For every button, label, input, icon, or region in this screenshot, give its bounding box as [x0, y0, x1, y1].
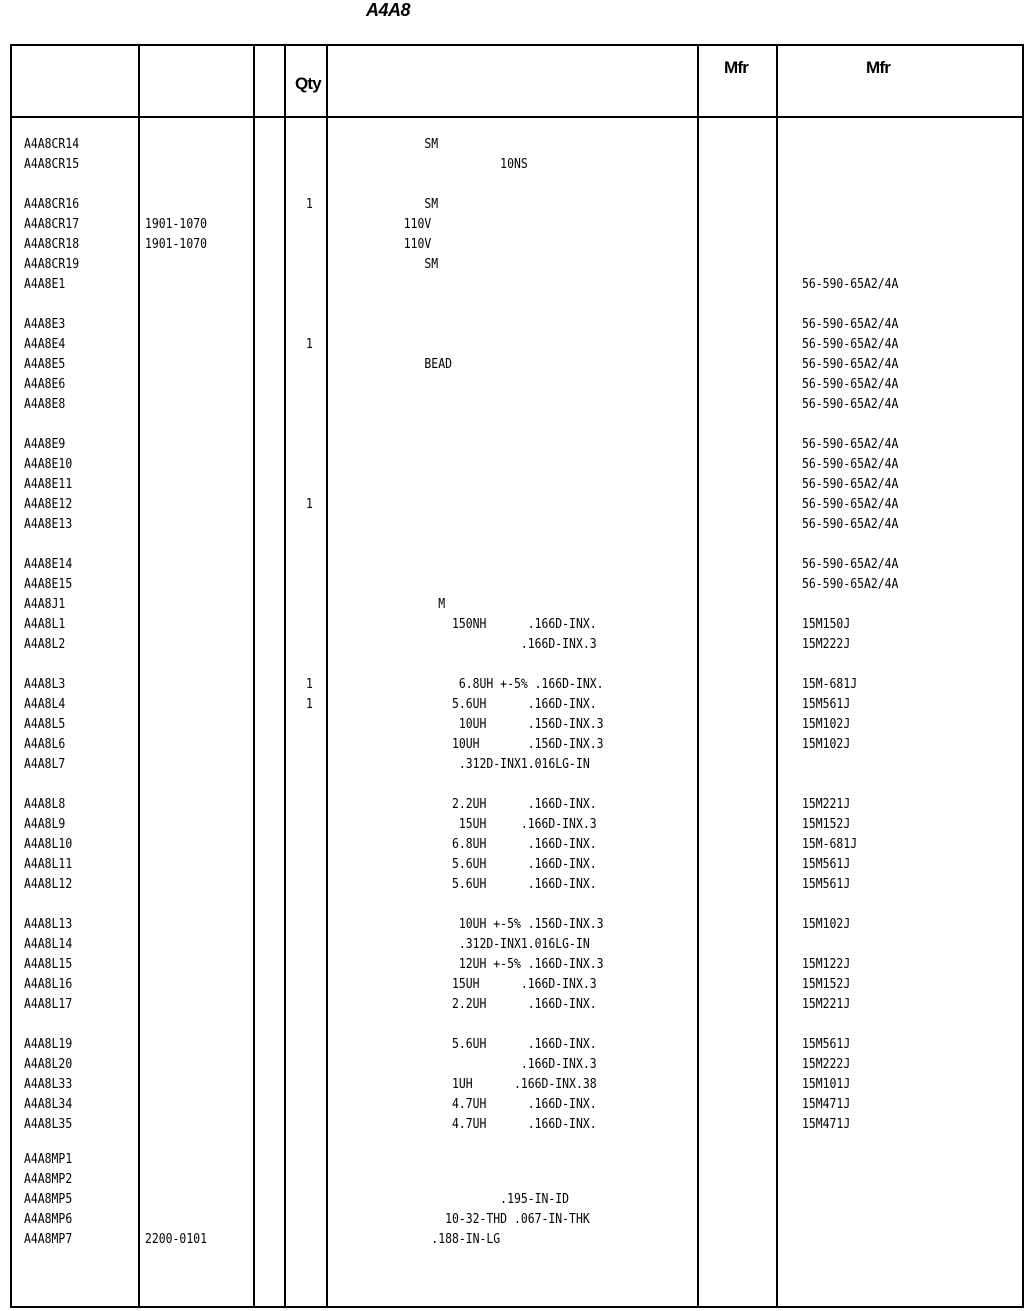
mfr-part-number: 15M122J [802, 957, 851, 972]
quantity: 1 [306, 677, 313, 692]
ref-designator: A4A8L17 [24, 997, 73, 1012]
mfr-part-number: 15M561J [802, 857, 851, 872]
ref-designator: A4A8L16 [24, 977, 73, 992]
description: 5.6UH .166D-INX. [328, 697, 597, 712]
ref-designator: A4A8L34 [24, 1097, 73, 1112]
description: .312D-INX1.016LG-IN [328, 937, 590, 952]
table-row [0, 595, 1030, 615]
description: 10UH .156D-INX.3 [328, 737, 604, 752]
header-divider [10, 116, 1024, 118]
ref-designator: A4A8L2 [24, 637, 66, 652]
table-row [0, 455, 1030, 475]
mfr-part-number: 15M102J [802, 737, 851, 752]
ref-designator: A4A8L9 [24, 817, 66, 832]
ref-designator: A4A8E15 [24, 577, 73, 592]
description: 15UH .166D-INX.3 [328, 817, 597, 832]
mfr-part-number: 56-590-65A2/4A [802, 557, 899, 572]
description: SM [328, 197, 439, 212]
ref-designator: A4A8L33 [24, 1077, 73, 1092]
description: 12UH +-5% .166D-INX.3 [328, 957, 604, 972]
mfr-part-number: 15M101J [802, 1077, 851, 1092]
description: M [328, 597, 446, 612]
table-row [0, 1115, 1030, 1135]
mfr-part-number: 15M221J [802, 997, 851, 1012]
table-row [0, 215, 1030, 235]
table-row [0, 735, 1030, 755]
table-row [0, 435, 1030, 455]
description: 5.6UH .166D-INX. [328, 857, 597, 872]
mfr-part-number: 56-590-65A2/4A [802, 497, 899, 512]
ref-designator: A4A8L14 [24, 937, 73, 952]
ref-designator: A4A8MP2 [24, 1172, 73, 1187]
table-row [0, 1190, 1030, 1210]
description: 4.7UH .166D-INX. [328, 1097, 597, 1112]
description: 6.8UH .166D-INX. [328, 837, 597, 852]
table-row [0, 515, 1030, 535]
ref-designator: A4A8L4 [24, 697, 66, 712]
mfr-part-number: 15M152J [802, 817, 851, 832]
header-qty: Qty [295, 74, 321, 93]
table-row [0, 635, 1030, 655]
mfr-part-number: 56-590-65A2/4A [802, 317, 899, 332]
ref-designator: A4A8MP7 [24, 1232, 73, 1247]
ref-designator: A4A8L19 [24, 1037, 73, 1052]
ref-designator: A4A8E3 [24, 317, 66, 332]
table-row [0, 1095, 1030, 1115]
description: 110V [328, 217, 432, 232]
table-row [0, 475, 1030, 495]
table-row [0, 315, 1030, 335]
header-mfr-part: Mfr [866, 58, 891, 77]
description: 5.6UH .166D-INX. [328, 877, 597, 892]
mfr-part-number: 15M102J [802, 717, 851, 732]
mfr-part-number: 15M152J [802, 977, 851, 992]
ref-designator: A4A8E13 [24, 517, 73, 532]
ref-designator: A4A8L13 [24, 917, 73, 932]
description: BEAD [328, 357, 452, 372]
table-row [0, 1035, 1030, 1055]
ref-designator: A4A8CR18 [24, 237, 80, 252]
table-row [0, 615, 1030, 635]
table-row [0, 995, 1030, 1015]
quantity: 1 [306, 337, 313, 352]
table-row [0, 195, 1030, 215]
ref-designator: A4A8L15 [24, 957, 73, 972]
ref-designator: A4A8L6 [24, 737, 66, 752]
description: .195-IN-ID [328, 1192, 570, 1207]
description: .166D-INX.3 [328, 637, 597, 652]
mfr-part-number: 15M102J [802, 917, 851, 932]
description: 110V [328, 237, 432, 252]
description: SM [328, 137, 439, 152]
description: .188-IN-LG [328, 1232, 501, 1247]
description: 10-32-THD .067-IN-THK [328, 1212, 590, 1227]
mfr-part-number: 15M150J [802, 617, 851, 632]
table-row [0, 975, 1030, 995]
quantity: 1 [306, 497, 313, 512]
table-row [0, 155, 1030, 175]
description: 2.2UH .166D-INX. [328, 797, 597, 812]
description: 10NS [328, 157, 528, 172]
table-row [0, 135, 1030, 155]
table-row [0, 255, 1030, 275]
description: 15UH .166D-INX.3 [328, 977, 597, 992]
ref-designator: A4A8E1 [24, 277, 66, 292]
table-row [0, 695, 1030, 715]
ref-designator: A4A8E5 [24, 357, 66, 372]
mfr-part-number: 56-590-65A2/4A [802, 397, 899, 412]
ref-designator: A4A8MP1 [24, 1152, 73, 1167]
ref-designator: A4A8L12 [24, 877, 73, 892]
table-row [0, 855, 1030, 875]
ref-designator: A4A8L10 [24, 837, 73, 852]
description: 4.7UH .166D-INX. [328, 1117, 597, 1132]
part-number: 2200-0101 [145, 1232, 207, 1247]
table-row [0, 1210, 1030, 1230]
description: 10UH .156D-INX.3 [328, 717, 604, 732]
part-number: 1901-1070 [145, 237, 207, 252]
mfr-part-number: 15M561J [802, 877, 851, 892]
description: SM [328, 257, 439, 272]
mfr-part-number: 15M471J [802, 1097, 851, 1112]
table-row [0, 835, 1030, 855]
table-row [0, 1170, 1030, 1190]
ref-designator: A4A8L5 [24, 717, 66, 732]
table-row [0, 675, 1030, 695]
ref-designator: A4A8L11 [24, 857, 73, 872]
mfr-part-number: 56-590-65A2/4A [802, 337, 899, 352]
table-row [0, 375, 1030, 395]
ref-designator: A4A8L3 [24, 677, 66, 692]
ref-designator: A4A8J1 [24, 597, 66, 612]
table-row [0, 915, 1030, 935]
mfr-part-number: 56-590-65A2/4A [802, 377, 899, 392]
ref-designator: A4A8E6 [24, 377, 66, 392]
mfr-part-number: 15M471J [802, 1117, 851, 1132]
ref-designator: A4A8CR15 [24, 157, 80, 172]
table-row [0, 1150, 1030, 1170]
description: 1UH .166D-INX.38 [328, 1077, 597, 1092]
table-row [0, 575, 1030, 595]
ref-designator: A4A8E12 [24, 497, 73, 512]
description: 10UH +-5% .156D-INX.3 [328, 917, 604, 932]
quantity: 1 [306, 697, 313, 712]
table-row [0, 275, 1030, 295]
ref-designator: A4A8CR16 [24, 197, 80, 212]
table-row [0, 495, 1030, 515]
ref-designator: A4A8CR19 [24, 257, 80, 272]
mfr-part-number: 56-590-65A2/4A [802, 477, 899, 492]
mfr-part-number: 56-590-65A2/4A [802, 357, 899, 372]
description: .166D-INX.3 [328, 1057, 597, 1072]
table-row [0, 395, 1030, 415]
table-row [0, 715, 1030, 735]
mfr-part-number: 15M561J [802, 1037, 851, 1052]
description: 5.6UH .166D-INX. [328, 1037, 597, 1052]
ref-designator: A4A8E4 [24, 337, 66, 352]
ref-designator: A4A8L7 [24, 757, 66, 772]
table-row [0, 955, 1030, 975]
ref-designator: A4A8L35 [24, 1117, 73, 1132]
mfr-part-number: 15M222J [802, 1057, 851, 1072]
table-row [0, 875, 1030, 895]
ref-designator: A4A8L20 [24, 1057, 73, 1072]
table-row [0, 755, 1030, 775]
mfr-part-number: 15M221J [802, 797, 851, 812]
ref-designator: A4A8L1 [24, 617, 66, 632]
table-row [0, 235, 1030, 255]
ref-designator: A4A8E8 [24, 397, 66, 412]
mfr-part-number: 15M561J [802, 697, 851, 712]
mfr-part-number: 15M-681J [802, 837, 858, 852]
description: 2.2UH .166D-INX. [328, 997, 597, 1012]
table-bottom-border [10, 1306, 1024, 1308]
description: 150NH .166D-INX. [328, 617, 597, 632]
table-row [0, 935, 1030, 955]
ref-designator: A4A8E9 [24, 437, 66, 452]
ref-designator: A4A8MP6 [24, 1212, 73, 1227]
header-mfr-code: Mfr [724, 58, 749, 77]
table-row [0, 355, 1030, 375]
part-number: 1901-1070 [145, 217, 207, 232]
table-row [0, 815, 1030, 835]
table-row [0, 335, 1030, 355]
mfr-part-number: 56-590-65A2/4A [802, 577, 899, 592]
mfr-part-number: 56-590-65A2/4A [802, 437, 899, 452]
ref-designator: A4A8MP5 [24, 1192, 73, 1207]
table-row [0, 1055, 1030, 1075]
description: 6.8UH +-5% .166D-INX. [328, 677, 604, 692]
mfr-part-number: 15M-681J [802, 677, 858, 692]
mfr-part-number: 56-590-65A2/4A [802, 457, 899, 472]
mfr-part-number: 56-590-65A2/4A [802, 517, 899, 532]
table-row [0, 1075, 1030, 1095]
ref-designator: A4A8CR17 [24, 217, 80, 232]
ref-designator: A4A8L8 [24, 797, 66, 812]
table-row [0, 1230, 1030, 1250]
mfr-part-number: 15M222J [802, 637, 851, 652]
ref-designator: A4A8E11 [24, 477, 73, 492]
table-row [0, 795, 1030, 815]
quantity: 1 [306, 197, 313, 212]
page-title: A4A8 [366, 0, 411, 20]
table-top-border [10, 44, 1024, 46]
description: .312D-INX1.016LG-IN [328, 757, 590, 772]
ref-designator: A4A8E14 [24, 557, 73, 572]
mfr-part-number: 56-590-65A2/4A [802, 277, 899, 292]
ref-designator: A4A8E10 [24, 457, 73, 472]
ref-designator: A4A8CR14 [24, 137, 80, 152]
table-row [0, 555, 1030, 575]
